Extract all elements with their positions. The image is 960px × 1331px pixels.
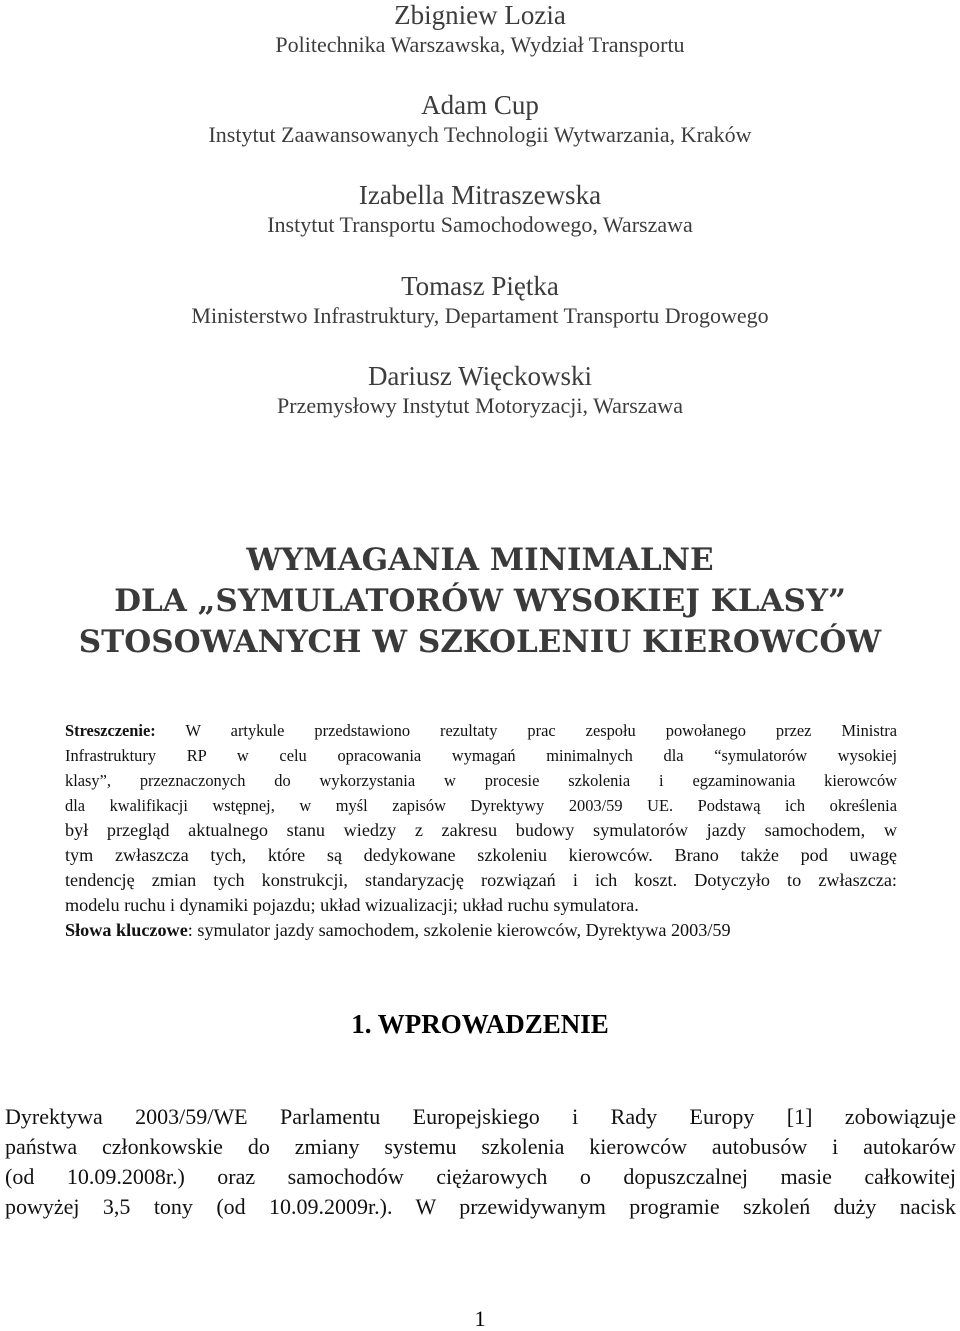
author-name: Zbigniew Lozia <box>394 0 566 30</box>
author-block <box>0 0 960 60</box>
abstract-line: dla kwalifikacji wstępnej, w myśl zapisów Dyrektywy 2003/59 UE. Podstawą ich określenia <box>65 796 897 815</box>
abstract-line: Infrastruktury RP w celu opracowania wymagań minimalnych dla “symulatorów wysokiej <box>65 746 897 765</box>
author-affiliation: Ministerstwo Infrastruktury, Departament Transportu Drogowego <box>191 303 769 328</box>
abstract-line: był przegląd aktualnego stanu wiedzy z zakresu budowy symulatorów jazdy samochodem, w <box>65 820 897 840</box>
author-block <box>0 361 960 421</box>
keywords-text: : symulator jazdy samochodem, szkolenie kierowców, Dyrektywa 2003/59 <box>187 920 731 940</box>
abstract-label: Streszczenie: <box>65 721 156 740</box>
author-affiliation: Politechnika Warszawska, Wydział Transportu <box>275 32 685 57</box>
author-name: Tomasz Piętka <box>401 271 559 301</box>
abstract-line: tym zwłaszcza tych, które są dedykowane szkoleniu kierowców. Brano także pod uwagę <box>65 845 897 865</box>
abstract-line <box>65 718 897 743</box>
abstract <box>65 718 897 943</box>
abstract-text: W artykule przedstawiono rezultaty prac zespołu powołanego przez Ministra <box>185 721 897 740</box>
page-number: 1 <box>474 1306 486 1331</box>
abstract-line: klasy”, przeznaczonych do wykorzystania w procesie szkolenia i egzaminowania kierowców <box>65 771 897 790</box>
author-block <box>0 90 960 150</box>
author-name: Adam Cup <box>421 90 539 120</box>
keywords-line <box>65 918 897 943</box>
body-line: (od 10.09.2008r.) oraz samochodów ciężarowych o dopuszczalnej masie całkowitej <box>5 1164 956 1189</box>
author-block <box>0 180 960 240</box>
author-name: Izabella Mitraszewska <box>358 180 602 210</box>
author-name: Dariusz Więckowski <box>367 361 593 391</box>
author-affiliation: Instytut Transportu Samochodowego, Warszawa <box>267 212 693 237</box>
body-line: państwa członkowskie do zmiany systemu szkolenia kierowców autobusów i autokarów <box>5 1134 956 1159</box>
section-heading: 1. WPROWADZENIE <box>351 1009 609 1039</box>
body-line: Dyrektywa 2003/59/WE Parlamentu Europejskiego i Rady Europy [1] zobowiązuje <box>5 1104 956 1129</box>
title-line: STOSOWANYCH W SZKOLENIU KIEROWCÓW <box>78 624 882 660</box>
body-paragraph <box>5 1102 956 1222</box>
abstract-line: modelu ruchu i dynamiki pojazdu; układ wizualizacji; układ ruchu symulatora. <box>65 895 639 915</box>
title-line: DLA „SYMULATORÓW WYSOKIEJ KLASY” <box>114 583 846 619</box>
author-affiliation: Przemysłowy Instytut Motoryzacji, Warszawa <box>277 393 683 418</box>
author-affiliation: Instytut Zaawansowanych Technologii Wytwarzania, Kraków <box>208 122 752 147</box>
abstract-line: tendencję zmian tych konstrukcji, standaryzację rozwiązań i ich koszt. Dotyczyło to zwłaszcza: <box>65 870 897 890</box>
keywords-label: Słowa kluczowe <box>65 920 188 940</box>
title-line: WYMAGANIA MINIMALNE <box>246 542 714 578</box>
body-line: powyżej 3,5 tony (od 10.09.2009r.). W przewidywanym programie szkoleń duży nacisk <box>5 1194 956 1219</box>
paper-title <box>0 540 960 663</box>
author-block <box>0 271 960 331</box>
